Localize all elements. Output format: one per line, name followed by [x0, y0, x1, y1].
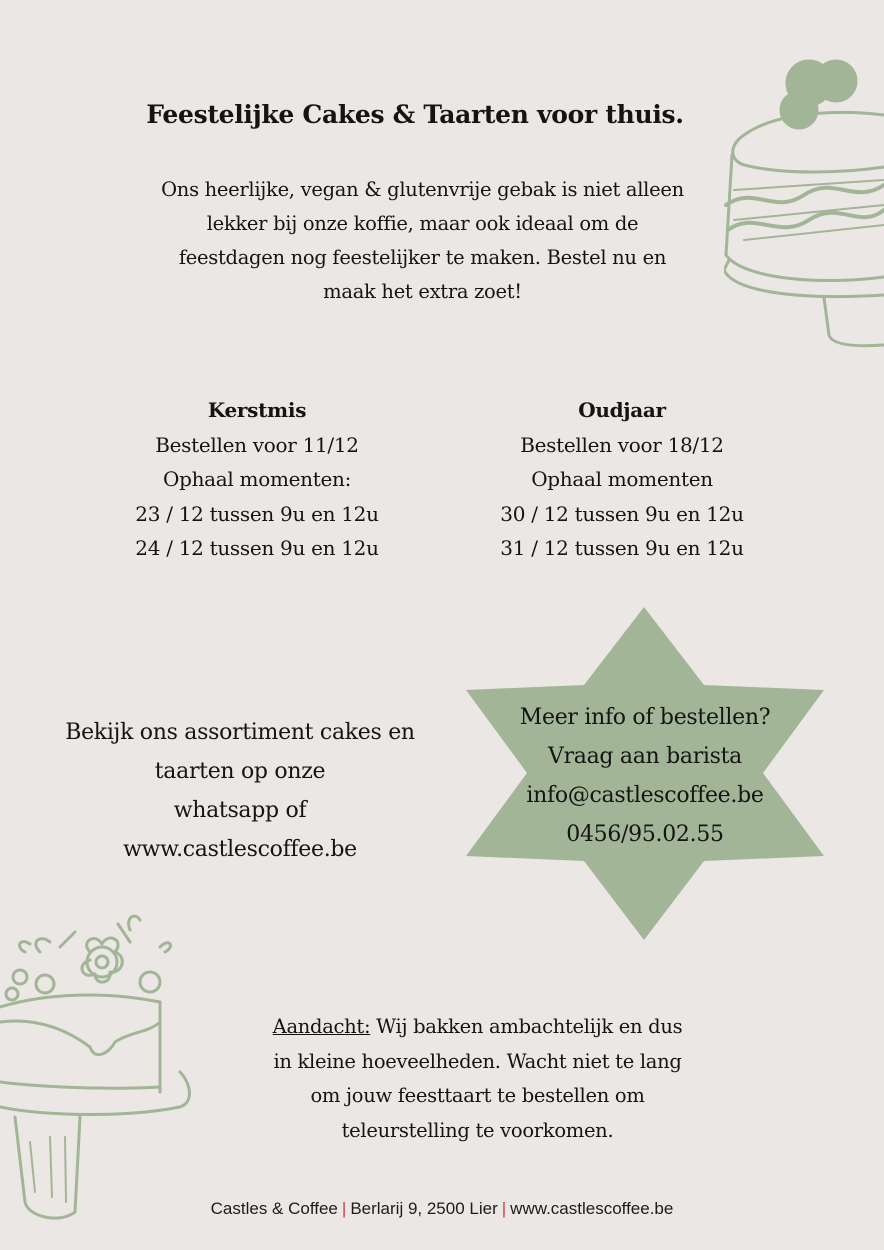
contact-block — [486, 698, 804, 854]
contact-heading: Meer info of bestellen? — [519, 705, 771, 730]
footer-separator: | — [501, 1199, 507, 1218]
flower-cake-illustration-icon — [0, 912, 195, 1230]
schedule-heading: Oudjaar — [578, 398, 666, 422]
assortment-line: Bekijk ons assortiment cakes en — [65, 720, 415, 745]
intro-line: maak het extra zoet! — [323, 280, 522, 303]
footer-separator: | — [341, 1199, 347, 1218]
assortment-website-link[interactable]: www.castlescoffee.be — [123, 837, 357, 862]
assortment-line: whatsapp of — [173, 798, 307, 823]
schedule-pickup-label: Ophaal momenten: — [162, 467, 352, 491]
intro-line: feestdagen nog feestelijker te maken. Bestel nu en — [178, 246, 667, 269]
intro-text — [150, 173, 695, 309]
notice-lead: Aandacht: — [272, 1015, 371, 1038]
schedule-slot: 23 / 12 tussen 9u en 12u — [135, 501, 379, 526]
notice-line: om jouw feesttaart te bestellen om — [310, 1084, 645, 1107]
notice-line: teleurstelling te voorkomen. — [341, 1118, 614, 1142]
contact-phone[interactable]: 0456/95.02.55 — [566, 822, 724, 847]
assortment-line: taarten op onze — [154, 759, 326, 784]
contact-barista: Vraag aan barista — [547, 744, 742, 769]
schedule-slot: 30 / 12 tussen 9u en 12u — [500, 501, 744, 526]
notice-text — [240, 1010, 715, 1148]
intro-line: lekker bij onze koffie, maar ook ideaal om de — [206, 212, 639, 235]
page-title: Feestelijke Cakes & Taarten voor thuis. — [146, 100, 684, 129]
schedule-pickup-label: Ophaal momenten — [531, 467, 713, 491]
schedule-kerstmis — [92, 393, 422, 566]
footer-name: Castles & Coffee — [210, 1199, 338, 1218]
intro-line: Ons heerlijke, vegan & glutenvrije gebak is niet alleen — [161, 178, 684, 201]
assortment-text — [50, 713, 430, 869]
cake-illustration-icon — [724, 55, 884, 350]
schedule-slot: 31 / 12 tussen 9u en 12u — [500, 536, 744, 560]
schedule-order-by: Bestellen voor 18/12 — [520, 432, 724, 457]
notice-line-rest: Wij bakken ambachtelijk en dus — [370, 1015, 683, 1038]
footer-address: Berlarij 9, 2500 Lier — [350, 1199, 498, 1218]
schedule-heading: Kerstmis — [207, 398, 307, 422]
schedule-order-by: Bestellen voor 11/12 — [155, 432, 359, 457]
schedule-oudjaar — [457, 393, 787, 566]
schedule-slot: 24 / 12 tussen 9u en 12u — [135, 536, 379, 560]
notice-line — [240, 1010, 715, 1045]
footer-website-link[interactable]: www.castlescoffee.be — [510, 1199, 674, 1218]
contact-email-link[interactable]: info@castlescoffee.be — [526, 783, 764, 808]
footer — [0, 1199, 884, 1219]
notice-line: in kleine hoeveelheden. Wacht niet te lang — [273, 1049, 682, 1073]
